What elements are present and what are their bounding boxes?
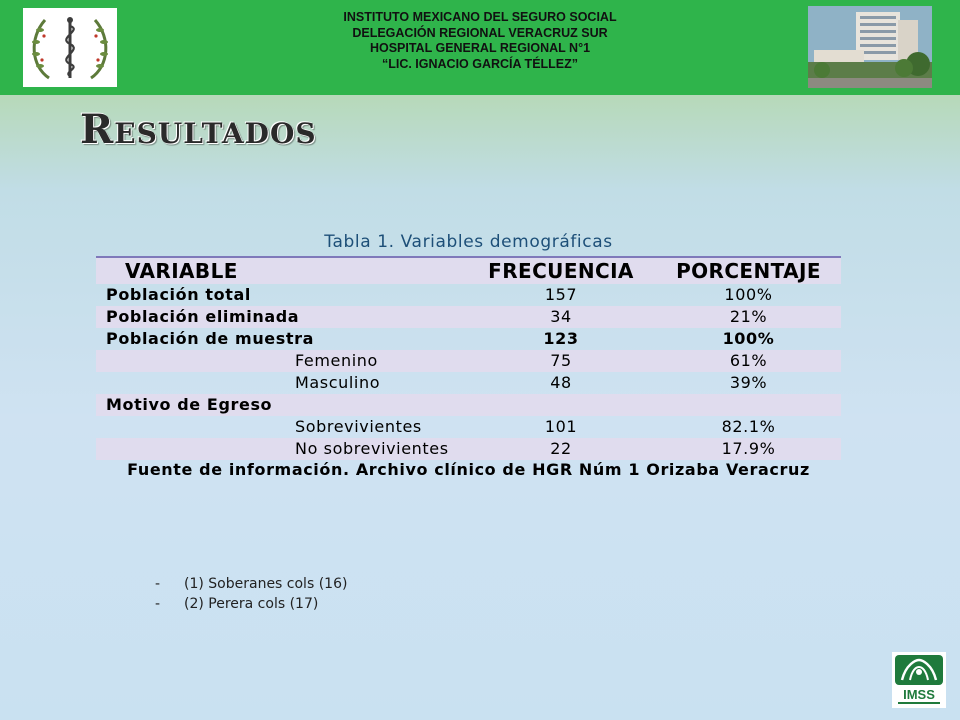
- column-header-variable: VARIABLE: [125, 259, 238, 283]
- imss-logo-text: IMSS: [903, 687, 935, 702]
- row-frecuencia: 22: [550, 439, 572, 458]
- row-frecuencia: 48: [550, 373, 572, 392]
- row-porcentaje: 17.9%: [721, 439, 776, 458]
- header-line-1: INSTITUTO MEXICANO DEL SEGURO SOCIAL: [343, 10, 617, 24]
- table-row: [96, 416, 841, 438]
- row-variable: No sobrevivientes: [295, 439, 449, 458]
- row-frecuencia: 34: [550, 307, 572, 326]
- row-variable: Población eliminada: [106, 307, 300, 326]
- table-row: [96, 306, 841, 328]
- demographics-table: [96, 258, 841, 460]
- reference-text: (2) Perera cols (17): [184, 596, 319, 612]
- column-header-frecuencia: FRECUENCIA: [488, 259, 634, 283]
- column-header-porcentaje: PORCENTAJE: [676, 259, 821, 283]
- list-bullet: -: [155, 576, 161, 592]
- imss-logo-icon: [892, 652, 946, 708]
- list-item: [155, 594, 347, 614]
- table-source-note: Fuente de información. Archivo clínico de HGR Núm 1 Orizaba Veracruz: [127, 460, 810, 479]
- row-frecuencia: 101: [544, 417, 578, 436]
- caduceus-emblem-icon: [23, 8, 117, 87]
- row-variable: Femenino: [295, 351, 378, 370]
- row-frecuencia: 157: [544, 285, 578, 304]
- table-row: [96, 394, 841, 416]
- row-variable: Masculino: [295, 373, 381, 392]
- list-item: [155, 574, 347, 594]
- row-porcentaje: 21%: [729, 307, 768, 326]
- table-row: [96, 350, 841, 372]
- row-frecuencia: 75: [550, 351, 572, 370]
- table-row: [96, 372, 841, 394]
- row-porcentaje: 39%: [729, 373, 768, 392]
- row-frecuencia: 123: [543, 329, 579, 348]
- reference-text: (1) Soberanes cols (16): [184, 576, 348, 592]
- table-row: [96, 284, 841, 306]
- header-line-3: HOSPITAL GENERAL REGIONAL N°1: [369, 41, 591, 55]
- list-bullet: -: [155, 596, 161, 612]
- references-list: [155, 574, 347, 614]
- table-caption: Tabla 1. Variables demográficas: [324, 232, 613, 252]
- row-variable: Sobrevivientes: [295, 417, 422, 436]
- hospital-building-photo: [808, 6, 932, 88]
- row-porcentaje: 100%: [722, 329, 775, 348]
- row-variable: Población de muestra: [106, 329, 315, 348]
- header-line-4: “LIC. IGNACIO GARCÍA TÉLLEZ”: [381, 56, 579, 71]
- row-variable: Población total: [106, 285, 251, 304]
- row-porcentaje: 82.1%: [721, 417, 776, 436]
- table-row: [96, 438, 841, 460]
- row-variable: Motivo de Egreso: [106, 395, 273, 414]
- header-line-2: DELEGACIÓN REGIONAL VERACRUZ SUR: [352, 25, 608, 40]
- institution-header: [280, 10, 680, 72]
- page-title: Resultados: [80, 106, 317, 153]
- table-header-row: [96, 258, 841, 284]
- row-porcentaje: 100%: [724, 285, 773, 304]
- row-porcentaje: 61%: [729, 351, 768, 370]
- table-row: [96, 328, 841, 350]
